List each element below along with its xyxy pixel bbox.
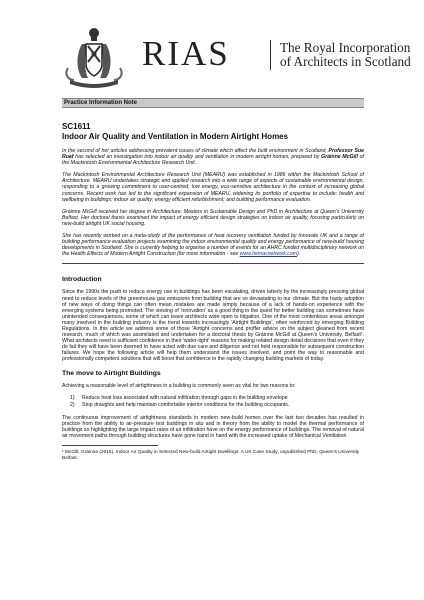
- list-text: Stop draughts and help maintain comfortable interior conditions for the building occupants.: [82, 401, 290, 408]
- airtight-heading: The move to Airtight Buildings: [62, 369, 161, 377]
- list-item: [70, 395, 364, 402]
- author-name: Gráinne McGill: [321, 154, 358, 161]
- hemac-network-link[interactable]: www.hemacnetwork.com: [239, 251, 298, 258]
- footnote: ¹ McGill, Gráinne (2016). Indoor Air Quality in Selected New-build Airtight Dwellings: A UK Case Study, unpublished PhD, Queen's University Belfast.: [62, 450, 360, 461]
- intro-paragraph-1: [62, 148, 364, 166]
- document-id: SC1611: [62, 122, 91, 131]
- introduction-heading: Introduction: [62, 276, 102, 284]
- intro-text: She has recently worked on a meta-study of the performance of heat recovery ventilation funded by Innovate UK and a range of building performance evaluation projects examining the indoor environmental quality and energy performance of new-build housing developments in Scotland. She is currently helping to organise a number of events for an AHRC funded multidisciplinary network on the Health Effects of Modern Airtight Construction (for more information - see: [62, 233, 364, 258]
- airtight-paragraph: The continuous improvement of airtightness standards in modern new-build homes over the last two decades has resulted in practice from the ability to air-pressure test buildings in situ and in theory from the ability to model the thermal performance of buildings so highlighting the large impact rates of air infiltration have on the energy performance of buildings. The removal of natural air movement paths through building structures have gone hand in hand with the increased uptake of Mechanical Ventilation: [62, 414, 364, 439]
- intro-text: In the second of her articles addressing prevalent issues of climate which affect the built environment in Scotland,: [62, 148, 329, 154]
- intro-paragraph-4: [62, 233, 364, 257]
- organisation-name-line-2: of Architects in Scotland: [280, 54, 411, 69]
- logo-divider: [270, 40, 271, 70]
- list-number: 1): [70, 394, 75, 401]
- intro-text: of the Mackintosh Environmental Architecture Research Unit.: [62, 154, 364, 167]
- reasons-list: [70, 395, 364, 409]
- document-title: Indoor Air Quality and Ventilation in Modern Airtight Homes: [62, 132, 289, 141]
- editor-name: Professor Sue Roaf: [62, 148, 364, 161]
- list-item: [70, 402, 364, 409]
- coat-of-arms-icon: [62, 24, 126, 90]
- intro-text: has selected an investigation into indoor air quality and ventilation in modern airtight homes, prepared by: [73, 154, 322, 161]
- intro-paragraph-3: Gráinne McGill received her degree in Architecture, Masters in Sustainable Design and PhD in Architecture at Queen's University Belfast. Her doctoral thesis examined the impact of energy efficient design strategies on indoor air quality, focusing particularly on new-build airtight UK social housing.: [62, 208, 364, 227]
- airtight-intro: Achieving a reasonable level of airtightness in a building is commonly seen as vital for two reasons to:: [62, 382, 296, 389]
- header: [62, 24, 411, 90]
- list-number: 2): [70, 401, 75, 408]
- organisation-name: [280, 41, 411, 69]
- logo-wordmark: RIAS: [142, 34, 230, 73]
- list-text: Reduce heat loss associated with natural infiltration through gaps in the building envelope: [82, 394, 288, 401]
- section-label: Practice Information Note: [64, 100, 138, 106]
- organisation-name-line-1: The Royal Incorporation: [280, 40, 411, 55]
- section-divider: [62, 263, 364, 264]
- document-body: [62, 122, 364, 462]
- intro-text: ).: [297, 251, 301, 258]
- footnote-divider: [62, 445, 158, 446]
- intro-paragraph-2: The Mackintosh Environmental Architecture Research Unit (MEARU) was established in 1986 within the Mackintosh School of Architecture. MEARU undertakes strategic and applied research into a wide range of aspects of sustainable environmental design, responding to a growing commitment to user-centred, low energy, eco-sensitive architecture in the context of increasing global concerns. Recent work has led to the significant expansion of MEARU, widening its portfolio of expertise to include: health and wellbeing in buildings; indoor air quality; energy efficient refurbishment; and building performance evaluation.: [62, 172, 364, 203]
- introduction-paragraph: Since the 1990s the push to reduce energy use in buildings has been escalating, driven latterly by the increasingly pressing global need to reduce levels of the greenhouse gas emissions from building that are so devastating to our climate. But the hasty adoption of new ways of doing things can often mean mistakes are made simply because of a lack of hands-on experience with the emerging systems being promoted. The viewing of 'innovation' as a good thing in the quest for better building can sometimes have unintended consequences, some of which can leave architects wide open to litigation. One of the most contentious areas amongst many involved in the building industry is the trend towards increasingly 'Airtight Buildings', often reinforced by emerging Building Regulations. In this article we address some of those 'Airtight concerns and proffer advice on the subject gleaned from recent research, much of which was assimilated and undertaken for a doctoral thesis by Gráinne McGill at Queen's University, Belfast¹. What architects need is sufficient confidence in their 'water-tight' reasons for making related design detail decisions that even if they do fail they will have been deemed to have acted with due care and diligence and not held responsible for subsequent construction failures. We hope the following article will help them understand the issues involved, and point the way to reasonable and professionally competent solutions that will boost that confidence in the rapidly changing building markets of today.: [62, 289, 364, 363]
